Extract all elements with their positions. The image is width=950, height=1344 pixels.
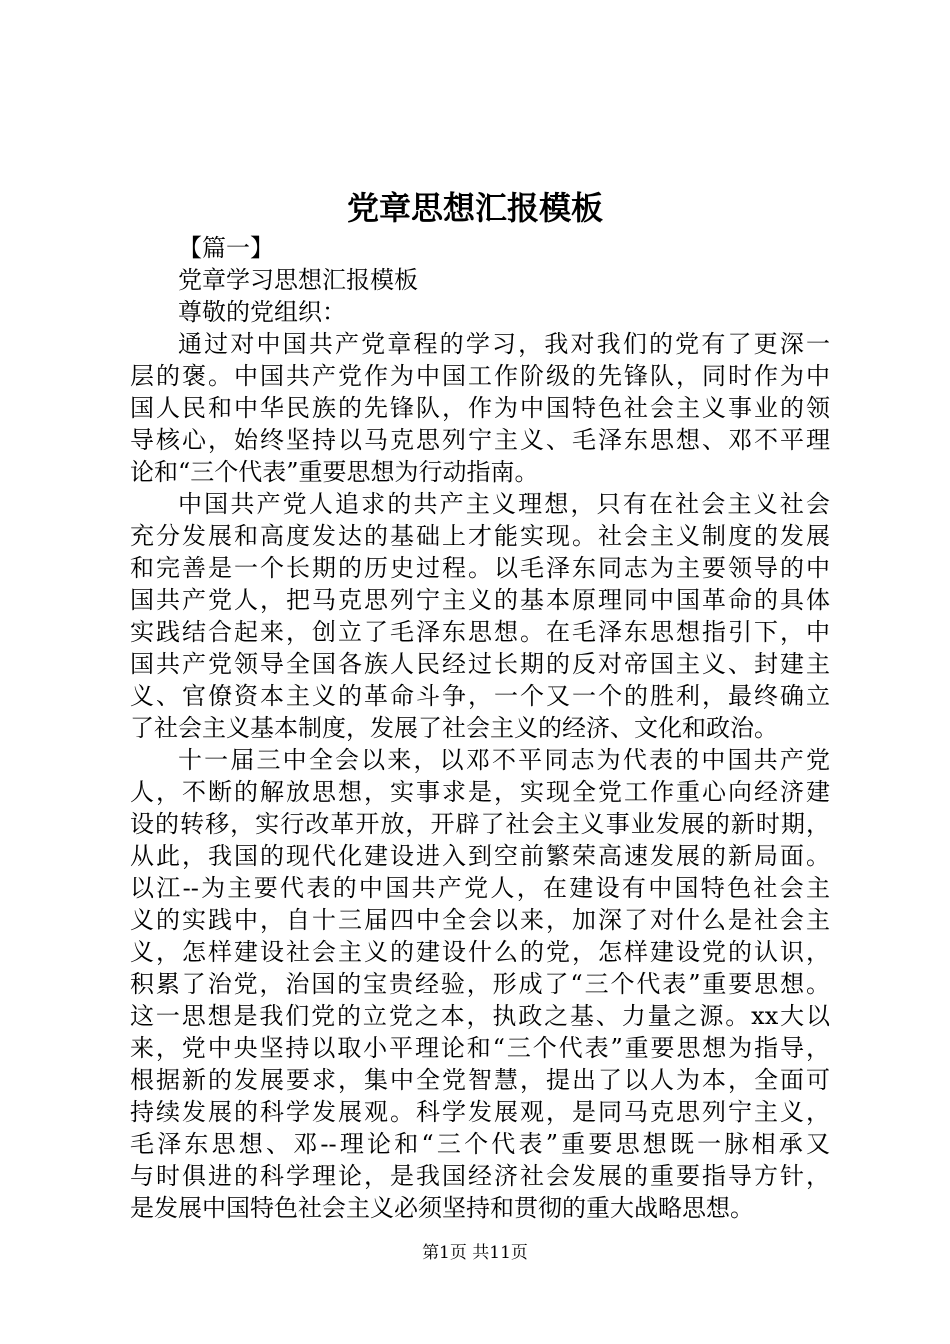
section-heading: 【篇一】 (178, 234, 274, 262)
paragraph-1-line: 国人民和中华民族的先锋队，作为中国特色社会主义事业的领 (130, 394, 830, 422)
paragraph-2-line: 和完善是一个长期的历史过程。以毛泽东同志为主要领导的中 (130, 554, 830, 582)
paragraph-3-line: 以江--为主要代表的中国共产党人，在建设有中国特色社会主 (130, 874, 830, 902)
paragraph-1-line: 通过对中国共产党章程的学习，我对我们的党有了更深一 (178, 330, 830, 358)
paragraph-3-line: 设的转移，实行改革开放，开辟了社会主义事业发展的新时期， (130, 810, 830, 838)
paragraph-1-line: 论和“三个代表”重要思想为行动指南。 (130, 458, 539, 486)
paragraph-3-line: 从此，我国的现代化建设进入到空前繁荣高速发展的新局面。 (130, 842, 830, 870)
paragraph-2-line: 国共产党人，把马克思列宁主义的基本原理同中国革命的具体 (130, 586, 830, 614)
paragraph-2-line: 国共产党领导全国各族人民经过长期的反对帝国主义、封建主 (130, 650, 830, 678)
paragraph-2-line: 实践结合起来，创立了毛泽东思想。在毛泽东思想指引下，中 (130, 618, 830, 646)
paragraph-3-line: 毛泽东思想、邓--理论和“三个代表”重要思想既一脉相承又 (130, 1130, 830, 1158)
paragraph-2-line: 中国共产党人追求的共产主义理想，只有在社会主义社会 (178, 490, 830, 518)
paragraph-3-line: 这一思想是我们党的立党之本，执政之基、力量之源。xx大以 (130, 1002, 830, 1030)
paragraph-2-line: 义、官僚资本主义的革命斗争，一个又一个的胜利，最终确立 (130, 682, 830, 710)
paragraph-2-line: 了社会主义基本制度，发展了社会主义的经济、文化和政治。 (130, 714, 778, 742)
paragraph-3-line: 人，不断的解放思想，实事求是，实现全党工作重心向经济建 (130, 778, 830, 806)
salutation: 尊敬的党组织： (178, 298, 346, 326)
paragraph-3-line: 持续发展的科学发展观。科学发展观，是同马克思列宁主义， (130, 1098, 830, 1126)
paragraph-1-line: 导核心，始终坚持以马克思列宁主义、毛泽东思想、邓不平理 (130, 426, 830, 454)
paragraph-3-line: 根据新的发展要求，集中全党智慧，提出了以人为本，全面可 (130, 1066, 830, 1094)
page-number-footer: 第1页 共11页 (422, 1243, 528, 1263)
paragraph-1-line: 层的褒。中国共产党作为中国工作阶级的先锋队，同时作为中 (130, 362, 830, 390)
paragraph-3-line: 义的实践中，自十三届四中全会以来，加深了对什么是社会主 (130, 906, 830, 934)
paragraph-3-line: 义，怎样建设社会主义的建设什么的党，怎样建设党的认识， (130, 938, 830, 966)
document-title: 党章思想汇报模板 (346, 189, 603, 227)
paragraph-3-line: 积累了治党，治国的宝贵经验，形成了“三个代表”重要思想。 (130, 970, 830, 998)
paragraph-3-line: 十一届三中全会以来，以邓不平同志为代表的中国共产党 (178, 746, 830, 774)
article-title: 党章学习思想汇报模板 (178, 266, 418, 294)
document-body (130, 232, 830, 1224)
paragraph-3-line: 来，党中央坚持以取小平理论和“三个代表”重要思想为指导， (130, 1034, 830, 1062)
paragraph-3-line: 与时俱进的科学理论，是我国经济社会发展的重要指导方针， (130, 1162, 830, 1190)
paragraph-2-line: 充分发展和高度发达的基础上才能实现。社会主义制度的发展 (130, 522, 830, 550)
paragraph-3-line: 是发展中国特色社会主义必须坚持和贯彻的重大战略思想。 (130, 1194, 754, 1222)
